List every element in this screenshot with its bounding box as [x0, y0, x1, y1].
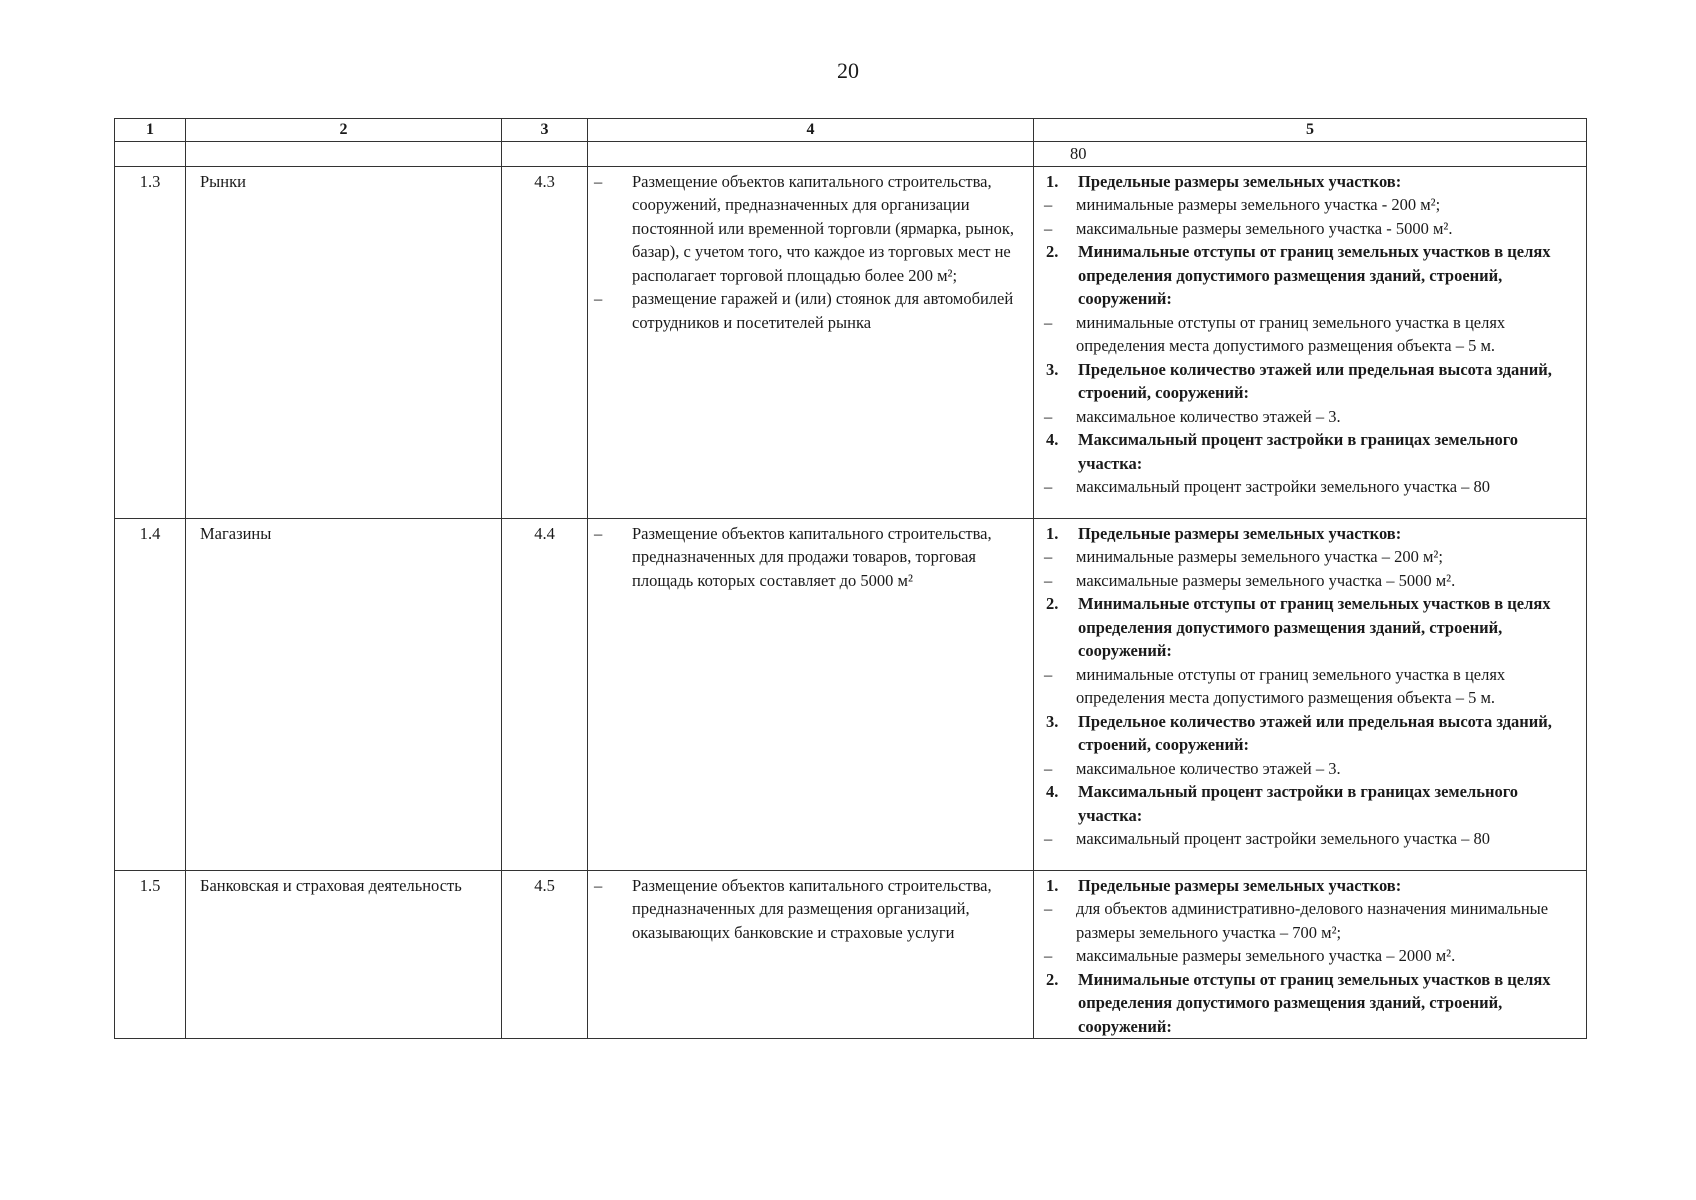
parameter-item: [1044, 475, 1580, 499]
parameter-text: для объектов административно-делового назначения минимальные размеры земельного участка – 700 м²;: [1076, 899, 1549, 942]
number-marker: 2.: [1046, 969, 1059, 989]
description-item: [594, 522, 1027, 593]
number-marker: 3.: [1046, 359, 1059, 379]
parameter-heading: [1044, 710, 1580, 757]
parameter-heading: [1044, 874, 1580, 898]
parameter-item: [1044, 827, 1580, 851]
parameter-heading: [1044, 428, 1580, 475]
table-cell: [115, 142, 186, 167]
dash-marker: –: [1044, 899, 1053, 918]
parameter-text: максимальное количество этажей – 3.: [1076, 758, 1341, 778]
number-marker: 3.: [1046, 711, 1059, 731]
parameter-heading: [1044, 592, 1580, 663]
dash-marker: –: [1044, 664, 1053, 684]
regulations-table: [114, 118, 1587, 1039]
parameter-heading: [1044, 522, 1580, 546]
dash-marker: –: [1044, 195, 1053, 214]
table-cell: [502, 142, 588, 167]
dash-marker: –: [594, 875, 603, 895]
parameter-text: Минимальные отступы от границ земельных участков в целях определения допустимого размещения зданий, строений, сооружений:: [1078, 242, 1551, 308]
table-cell: [588, 142, 1034, 167]
parameter-heading: [1044, 968, 1580, 1039]
parameters: [1034, 518, 1587, 870]
dash-marker: –: [594, 523, 603, 543]
parameter-text: максимальные размеры земельного участка – 5000 м².: [1076, 570, 1456, 590]
column-header: 1: [115, 119, 186, 142]
parameter-text: Максимальный процент застройки в границах земельного участка:: [1078, 430, 1519, 473]
dash-marker: –: [1044, 547, 1053, 566]
dash-marker: –: [1044, 406, 1053, 426]
parameter-heading: [1044, 170, 1580, 194]
number-marker: 2.: [1046, 242, 1059, 261]
description-text: Размещение объектов капитального строительства, предназначенных для размещения организаций, оказывающих банковские и страховые услуги: [632, 875, 992, 942]
parameters: [1034, 166, 1587, 518]
column-header: 5: [1034, 119, 1587, 142]
use-description: [588, 166, 1034, 518]
use-type-code: 4.4: [502, 518, 588, 870]
parameter-text: максимальное количество этажей – 3.: [1076, 406, 1341, 426]
description-text: Размещение объектов капитального строительства, сооружений, предназначенных для организации постоянной или временной торговли (ярмарка, рынок, базар), с учетом того, что каждое из торговых мест не располагает торговой площадью более 200 м²;: [632, 171, 1014, 285]
table-row: [115, 870, 1587, 1039]
number-marker: 1.: [1046, 875, 1059, 895]
parameter-heading: [1044, 780, 1580, 827]
dash-marker: –: [1044, 312, 1053, 332]
parameter-item: [1044, 545, 1580, 569]
parameter-text: Предельные размеры земельных участков:: [1078, 171, 1402, 191]
parameter-item: [1044, 405, 1580, 429]
parameter-text: максимальные размеры земельного участка – 2000 м².: [1076, 946, 1456, 965]
continuation-row: [115, 142, 1587, 167]
dash-marker: –: [1044, 218, 1053, 238]
dash-marker: –: [1044, 477, 1053, 496]
parameter-text: максимальные размеры земельного участка - 5000 м².: [1076, 218, 1453, 238]
parameter-item: [1044, 311, 1580, 358]
description-item: [594, 874, 1027, 945]
description-item: [594, 170, 1027, 288]
dash-marker: –: [594, 171, 603, 191]
description-text: размещение гаражей и (или) стоянок для автомобилей сотрудников и посетителей рынка: [632, 289, 1014, 332]
dash-marker: –: [1044, 946, 1053, 965]
column-header: 2: [186, 119, 502, 142]
parameter-text: Предельные размеры земельных участков:: [1078, 523, 1402, 543]
use-description: [588, 870, 1034, 1039]
parameter-text: Максимальный процент застройки в границах земельного участка:: [1078, 782, 1519, 825]
use-type-name: Банковская и страховая деятельность: [186, 870, 502, 1039]
parameter-item: [1044, 217, 1580, 241]
continuation-value: 80: [1034, 142, 1587, 167]
parameter-heading: [1044, 358, 1580, 405]
number-marker: 1.: [1046, 171, 1059, 191]
parameter-text: минимальные размеры земельного участка – 200 м²;: [1076, 547, 1443, 566]
number-marker: 1.: [1046, 523, 1059, 543]
description-text: Размещение объектов капитального строительства, предназначенных для продажи товаров, торговая площадь которых составляет до 5000 м²: [632, 523, 992, 590]
parameter-heading: [1044, 240, 1580, 311]
column-header: 4: [588, 119, 1034, 142]
parameter-item: [1044, 944, 1580, 968]
parameter-text: максимальный процент застройки земельного участка – 80: [1076, 829, 1491, 848]
row-number: 1.5: [115, 870, 186, 1039]
table-row: [115, 166, 1587, 518]
parameter-text: минимальные размеры земельного участка - 200 м²;: [1076, 195, 1441, 214]
parameter-text: Минимальные отступы от границ земельных участков в целях определения допустимого размещения зданий, строений, сооружений:: [1078, 594, 1551, 660]
number-marker: 4.: [1046, 430, 1059, 449]
use-type-name: Магазины: [186, 518, 502, 870]
use-type-code: 4.3: [502, 166, 588, 518]
parameter-text: Минимальные отступы от границ земельных участков в целях определения допустимого размещения зданий, строений, сооружений:: [1078, 969, 1551, 1036]
number-marker: 4.: [1046, 782, 1059, 801]
dash-marker: –: [1044, 570, 1053, 590]
column-header: 3: [502, 119, 588, 142]
row-number: 1.4: [115, 518, 186, 870]
parameter-item: [1044, 897, 1580, 944]
table-header-row: [115, 119, 1587, 142]
page-number: 20: [837, 58, 859, 83]
parameter-text: максимальный процент застройки земельного участка – 80: [1076, 477, 1491, 496]
parameter-text: минимальные отступы от границ земельного участка в целях определения места допустимого размещения объекта – 5 м.: [1076, 312, 1506, 355]
number-marker: 2.: [1046, 594, 1059, 613]
use-type-name: Рынки: [186, 166, 502, 518]
parameter-item: [1044, 757, 1580, 781]
use-description: [588, 518, 1034, 870]
parameter-item: [1044, 193, 1580, 217]
parameter-text: минимальные отступы от границ земельного участка в целях определения места допустимого размещения объекта – 5 м.: [1076, 664, 1506, 707]
parameter-item: [1044, 663, 1580, 710]
parameter-item: [1044, 569, 1580, 593]
dash-marker: –: [1044, 758, 1053, 778]
parameter-text: Предельное количество этажей или предельная высота зданий, строений, сооружений:: [1078, 359, 1552, 402]
table-cell: [186, 142, 502, 167]
parameters: [1034, 870, 1587, 1039]
dash-marker: –: [1044, 829, 1053, 848]
row-number: 1.3: [115, 166, 186, 518]
use-type-code: 4.5: [502, 870, 588, 1039]
description-item: [594, 287, 1027, 334]
parameter-text: Предельное количество этажей или предельная высота зданий, строений, сооружений:: [1078, 711, 1552, 754]
parameter-text: Предельные размеры земельных участков:: [1078, 875, 1402, 895]
table-row: [115, 518, 1587, 870]
dash-marker: –: [594, 289, 603, 308]
